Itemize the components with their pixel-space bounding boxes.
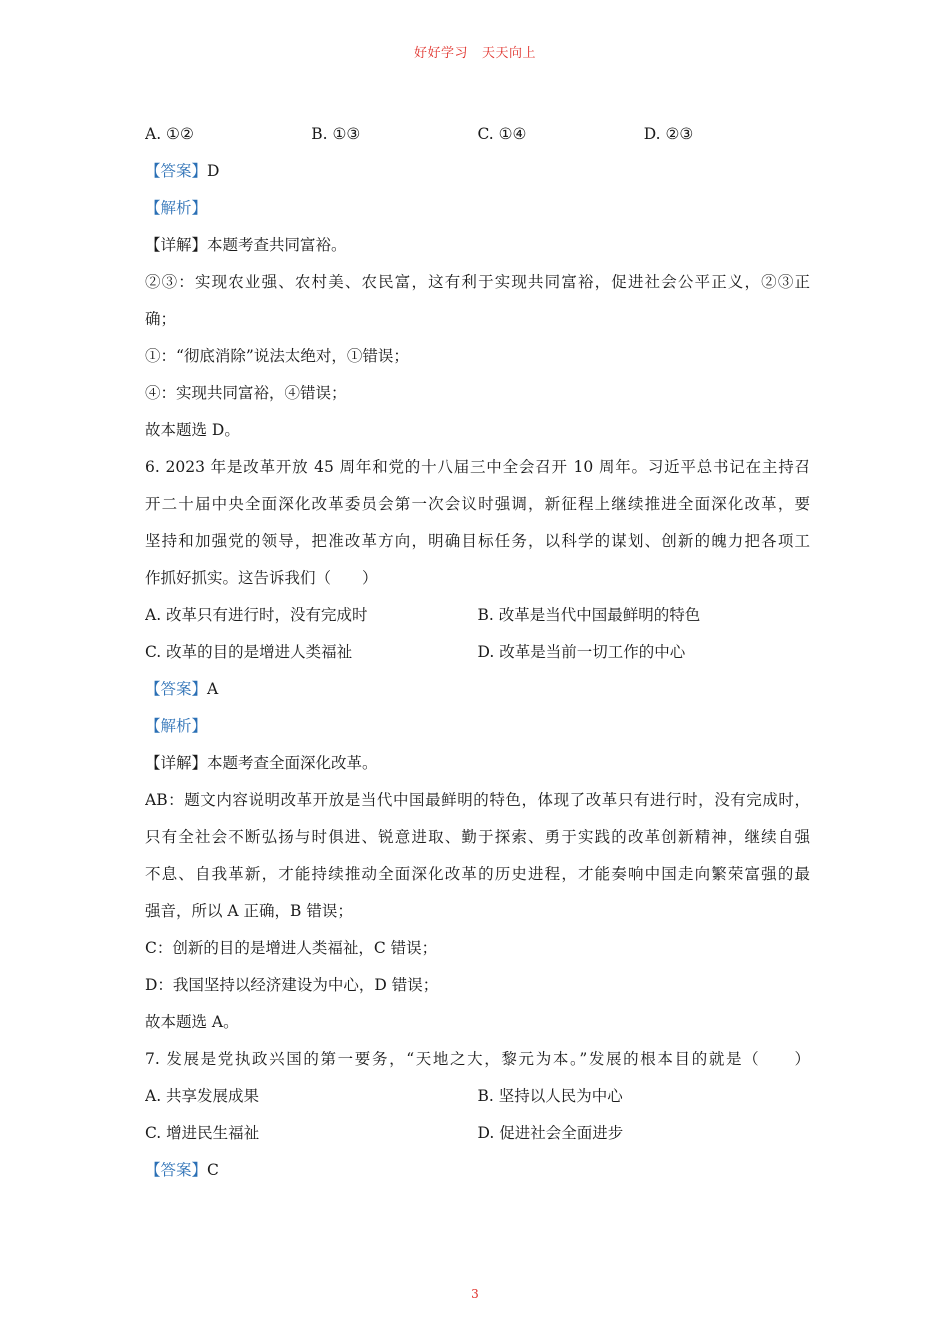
q5-line: 故本题选 D。 [145,421,240,439]
q5-detail [145,233,810,270]
answer-value: A [207,680,219,698]
q6-answer [145,677,810,714]
analysis-tag: 【解析】 [145,717,208,735]
answer-tag: 【答案】 [145,1161,208,1179]
header-right: 天天向上 [482,46,537,61]
q6-line: C：创新的目的是增进人类福祉，C 错误； [145,939,438,957]
q5-line: ②③：实现农业强、农村美、农民富，这有利于实现共同富裕，促进社会公平正义，②③正 [145,273,810,291]
q6-option-b: B. 改革是当代中国最鲜明的特色 [477,606,701,624]
q5-option-a: A. ①② [145,125,194,143]
page-content [145,122,810,1195]
q5-option-d: D. ②③ [643,125,694,143]
q6-option-c: C. 改革的目的是增进人类福祉 [145,643,353,661]
q7-options-row [145,1121,810,1158]
q6-stem-line: 6. 2023 年是改革开放 45 周年和党的十八届三中全会召开 10 周年。习近平总书记在主持召 [145,458,810,476]
q6-options-row [145,640,810,677]
q6-option-a: A. 改革只有进行时，没有完成时 [145,606,368,624]
answer-tag: 【答案】 [145,162,208,180]
q5-line: ①：“彻底消除”说法太绝对，①错误； [145,347,409,365]
header-left: 好好学习 [413,46,468,61]
q7-option-d: D. 促进社会全面进步 [477,1124,624,1142]
q7-answer [145,1158,810,1195]
page-header [0,42,950,61]
detail-text: 本题考查全面深化改革。 [207,754,378,772]
q6-line: 强音，所以 A 正确，B 错误； [145,902,353,920]
q7-options-row [145,1084,810,1121]
q5-option-c: C. ①④ [477,125,527,143]
page-number: 3 [471,1287,479,1301]
q6-analysis [145,714,810,751]
q6-line: 只有全社会不断弘扬与时俱进、锐意进取、勤于探索、勇于实践的改革创新精神，继续自强 [145,828,810,846]
q6-line: 不息、自我革新，才能持续推动全面深化改革的历史进程，才能奏响中国走向繁荣富强的最 [145,865,810,883]
q5-line: 确； [145,310,177,328]
q6-options-row [145,603,810,640]
detail-tag: 【详解】 [145,236,208,254]
q7-option-a: A. 共享发展成果 [145,1087,260,1105]
q5-analysis [145,196,810,233]
answer-tag: 【答案】 [145,680,208,698]
q5-options [145,122,810,159]
answer-value: D [207,162,220,180]
analysis-tag: 【解析】 [145,199,208,217]
detail-tag: 【详解】 [145,754,208,772]
q6-option-d: D. 改革是当前一切工作的中心 [477,643,686,661]
q6-line: 故本题选 A。 [145,1013,239,1031]
q6-line: D：我国坚持以经济建设为中心，D 错误； [145,976,439,994]
q6-stem-line: 坚持和加强党的领导，把准改革方向，明确目标任务，以科学的谋划、创新的魄力把各项工 [145,532,810,550]
q5-line: ④：实现共同富裕，④错误； [145,384,347,402]
q6-stem-line: 开二十届中央全面深化改革委员会第一次会议时强调，新征程上继续推进全面深化改革，要 [145,495,810,513]
detail-text: 本题考查共同富裕。 [207,236,347,254]
q7-stem: 7. 发展是党执政兴国的第一要务，“天地之大，黎元为本。”发展的根本目的就是（ ） [145,1050,810,1068]
q5-answer [145,159,810,196]
q7-option-b: B. 坚持以人民为中心 [477,1087,623,1105]
q6-line: AB：题文内容说明改革开放是当代中国最鲜明的特色，体现了改革只有进行时，没有完成时， [145,791,810,809]
q7-option-c: C. 增进民生福祉 [145,1124,260,1142]
q6-stem-line: 作抓好抓实。这告诉我们（ ） [145,569,378,587]
q6-detail [145,751,810,788]
q5-option-b: B. ①③ [311,125,361,143]
answer-value: C [207,1161,219,1179]
